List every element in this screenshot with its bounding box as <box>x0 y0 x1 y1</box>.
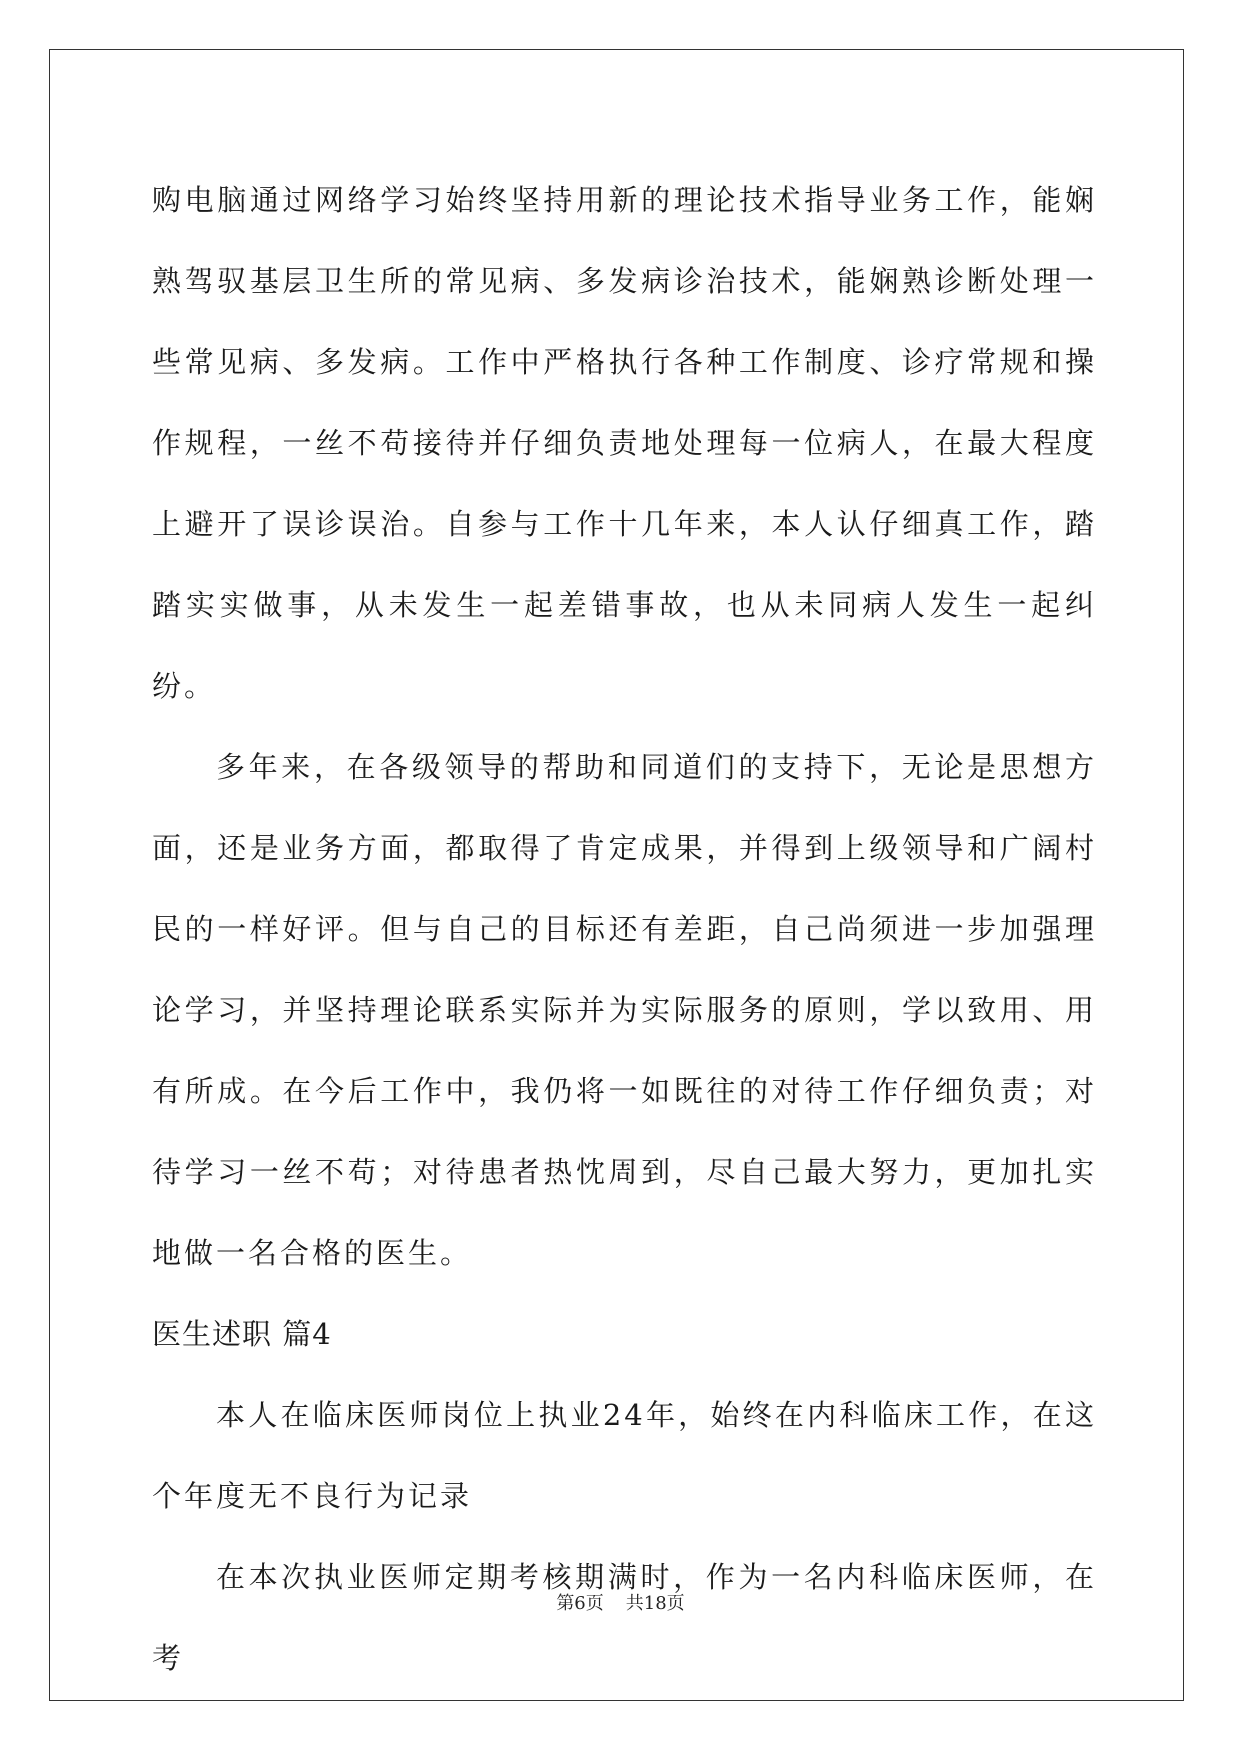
paragraph-2: 多年来，在各级领导的帮助和同道们的支持下，无论是思想方面，还是业务方面，都取得了肯定成果，并得到上级领导和广阔村民的一样好评。但与自己的目标还有差距，自己尚须进一步加强理论学习，并坚持理论联系实际并为实际服务的原则，学以致用、用有所成。在今后工作中，我仍将一如既往的对待工作仔细负责；对待学习一丝不苟；对待患者热忱周到，尽自己最大努力，更加扎实地做一名合格的医生。 <box>152 750 1097 1270</box>
page-footer <box>0 1589 1241 1615</box>
section-heading: 医生述职 篇4 <box>152 1317 332 1351</box>
paragraph-4: 在本次执业医师定期考核期满时，作为一名内科临床医师，在考 <box>152 1560 1097 1675</box>
document-body <box>152 160 1097 1699</box>
current-page-label: 第6页 <box>556 1593 604 1614</box>
paragraph-1: 购电脑通过网络学习始终坚持用新的理论技术指导业务工作，能娴熟驾驭基层卫生所的常见病、多发病诊治技术，能娴熟诊断处理一些常见病、多发病。工作中严格执行各种工作制度、诊疗常规和操作规程，一丝不苟接待并仔细负责地处理每一位病人，在最大程度上避开了误诊误治。自参与工作十几年来，本人认仔细真工作，踏踏实实做事，从未发生一起差错事故，也从未同病人发生一起纠纷。 <box>152 183 1097 703</box>
total-pages-label: 共18页 <box>625 1593 685 1614</box>
paragraph-3: 本人在临床医师岗位上执业24年，始终在内科临床工作，在这个年度无不良行为记录 <box>152 1398 1097 1513</box>
